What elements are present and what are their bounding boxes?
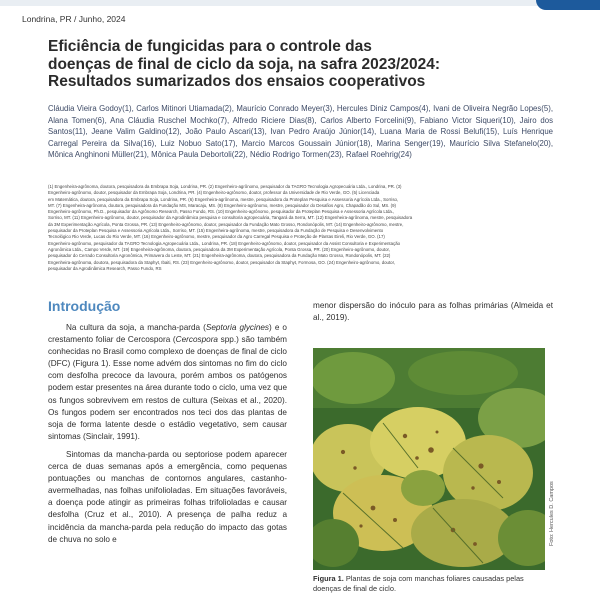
intro-right-continuation: menor dispersão do inóculo para as folhas primárias (Almeida et al., 2019). xyxy=(313,301,553,323)
affiliation-line: pesquisador da Agrodinâmica Research, Passo Fundo, RS xyxy=(48,265,162,271)
top-band xyxy=(0,0,600,6)
title-line-1: Eficiência de fungicidas para o controle das xyxy=(48,38,372,55)
affiliation-line: Engenheiro-agrônomo, pesquisador da TAGRO Tecnologia Agropecuária Ltda., Londrina, PR. (18) Engenheiro-agrônomo, doutor, pesquisador da Assist Consultoria e Experimentação xyxy=(48,240,401,246)
title-line-3: Resultados sumarizados dos ensaios cooperativos xyxy=(48,73,426,90)
intro-left-column xyxy=(48,322,287,552)
affiliation-line: MT. (7) Engenheira-agrônoma, doutora, pesquisadora da Fundação MS, Maracaju, MS. (8) Engenheiro-agrônomo, mestre, pesquisador do Desafios Agro, Chapadão do Sul, MS. (9) xyxy=(48,202,396,208)
affiliation-line: Tecnológico Rio Verde, Lucas do Rio Verde, MT. (16) Engenheiro-agrônomo, mestre, pesquisador da Agro Carregal Pesquisa e Proteção de Plantas Eireli, Rio Verde, GO. (17) xyxy=(48,234,385,240)
photo-credit: Foto: Hercules D. Campos xyxy=(549,481,555,546)
affiliation-line: Engenheiro-agrônomo, Ph.D., pesquisador da Agrônomo Research, Passo Fundo, RS. (10) Engenheiro-agrônomo, pesquisador da Proteplan Pesquisa e Assessoria Agrícola Ltda., xyxy=(48,209,395,215)
affiliation-line: em Matemática, doutora, pesquisadora da Embrapa Soja, Londrina, PR. (6) Engenheira-agrônoma, mestre, pesquisadora da Proteplan Pesquisa e Assessoria Agrícola Ltda., Sorriso, xyxy=(48,196,399,202)
intro-paragraph-1 xyxy=(48,322,287,443)
species-name: Septoria glycines xyxy=(205,323,270,332)
text-run: Na cultura da soja, a mancha-parda ( xyxy=(66,323,206,332)
affiliation-line: pesquisador da Proteplan Pesquisa e Assessoria Agrícola Ltda., Sorriso, MT. (15) Engenheira-agrônoma, mestre, pesquisadora da Fundação de Pesquisa e Desenvolvimento xyxy=(48,228,384,234)
document-title xyxy=(48,38,558,91)
author-list: Cláudia Vieira Godoy(1), Carlos Mitinori Utiamada(2), Maurício Conrado Meyer(3), Hercules Diniz Campos(4), Ivani de Oliveira Negrão Lopes(5), Alana Tomen(6), Ana Cláudia Ruschel Mochko(7), Alfredo Riciere Dias(8), Carlos Alberto Forcelini(9), Fabiano Victor Siqueri(10), Jairo dos Santos(11), Jeane Valim Galdino(12), João Paulo Ascari(13), Ivan Pedro Araújo Júnior(14), Luana Maria de Rossi Belufi(15), Luís Henrique Carregal Pereira da Silva(16), Luiz Nobuo Sato(17), Marcio Marcos Goussain Júnior(18), Marina Senger(19), Maurício Silva Stefanelo(20), Mônica Anghinoni Müller(21), Mônica Paula Debortoli(22), Nédio Rodrigo Tormen(23), Rafael Roehrig(24) xyxy=(48,104,553,160)
text-run: ) e o crestamento foliar de Cercospora ( xyxy=(48,323,287,345)
corner-tab xyxy=(536,0,600,10)
section-heading-introducao: Introdução xyxy=(48,298,121,314)
title-line-2: doenças de final de ciclo da soja, na safra 2023/2024: xyxy=(48,55,440,73)
figure-label: Figura 1. xyxy=(313,574,344,583)
genus-name: Cercospora xyxy=(175,335,218,345)
photo-illustration xyxy=(313,348,545,570)
affiliation-line: Engenheiro-agrônomo, doutor, pesquisador da Embrapa Soja, Londrina, PR. (4) Engenheiro-agrônomo, doutor, professor da Universidade de Rio Verde, GO. (5) Licenciada xyxy=(48,190,380,196)
soybean-leaves-photo xyxy=(313,348,545,570)
affiliation-line: pesquisador do Cerrado Consultoria Agronômica, Primavera do Leste, MT. (21) Engenheira-agrônoma, doutora, pesquisadora da Fundação Mato Grosso, Rondonópolis, MT. (22) xyxy=(48,253,391,259)
affiliations xyxy=(48,184,553,272)
affiliation-line: Agronômica Ltda., Campo Verde, MT. (19) Engenheira-agrônoma, doutora, pesquisadora da 3M Experimentação Agrícola, Ponta Grossa, PR. (20) Engenheiro-agrônomo, doutor, xyxy=(48,246,390,252)
affiliation-line: (1) Engenheira-agrônoma, doutora, pesquisadora da Embrapa Soja, Londrina, PR. (2) Engenheiro-agrônomo, pesquisador da TAGRO Tecnologia Agropecuária Ltda., Londrina, PR. (3) xyxy=(48,184,402,189)
figure-caption-text: Plantas de soja com manchas foliares causadas pelas doenças de final de ciclo. xyxy=(313,574,524,593)
affiliation-line: da 3M Experimentação Agrícola, Ponta Grossa, PR. (13) Engenheiro-agrônomo, doutor, pesquisador da Fundação Mato Grosso, Rondonópolis, MT. (14) Engenheiro-agrônomo, mestre, xyxy=(48,221,404,227)
affiliation-line: Sorriso, MT. (11) Engenheiro-agrônomo, doutor, pesquisador da Agrodinâmica pesquisa e consultoria agropecuária, Tangará da Serra, MT. (12) Engenheira-agrônoma, mestre, pesquisadora xyxy=(48,215,413,221)
text-run: spp.) são também conhecidas no Brasil como complexo de doenças de final de ciclo (DFC) (Figura 1). Esse nome advém dos sintomas no fim do ciclo com desfolha precoce da lavoura, porém ambos os patógenos podem estar presentes na área durante todo o ciclo, uma vez que os fungos sobrevivem em restos de cultura (Seixas et al., 2020). Os fungos podem ser encontrados nos teci dos das plantas de soja de forma latente desde o estádio vegetativo, sem causar sintomas (Sinclair, 1991). xyxy=(48,335,287,441)
figure-caption xyxy=(313,574,553,594)
place-date: Londrina, PR / Junho, 2024 xyxy=(22,14,126,24)
intro-paragraph-2: Sintomas da mancha-parda ou septoriose podem aparecer cerca de duas semanas após a emergência, como pequenas pontuações ou manchas de contornos angulares, castanho-avermelhadas, nas folhas unifolioladas. Em situações favoráveis, a doença pode atingir as primeiras folhas trifolioladas e causar desfolha (Cruz et al., 2010). A presença de palha reduz a incidência da mancha-parda pela redução do impacto das gotas de chuva no solo e xyxy=(48,449,287,544)
affiliation-line: Engenheira-agrônoma, doutora, pesquisadora da Staphyt, Ibaiti, RS. (23) Engenheiro-agrônomo, doutor, pesquisador da Staphyt, Formosa, GO. (24) Engenheiro-agrônomo, doutor, xyxy=(48,259,395,265)
